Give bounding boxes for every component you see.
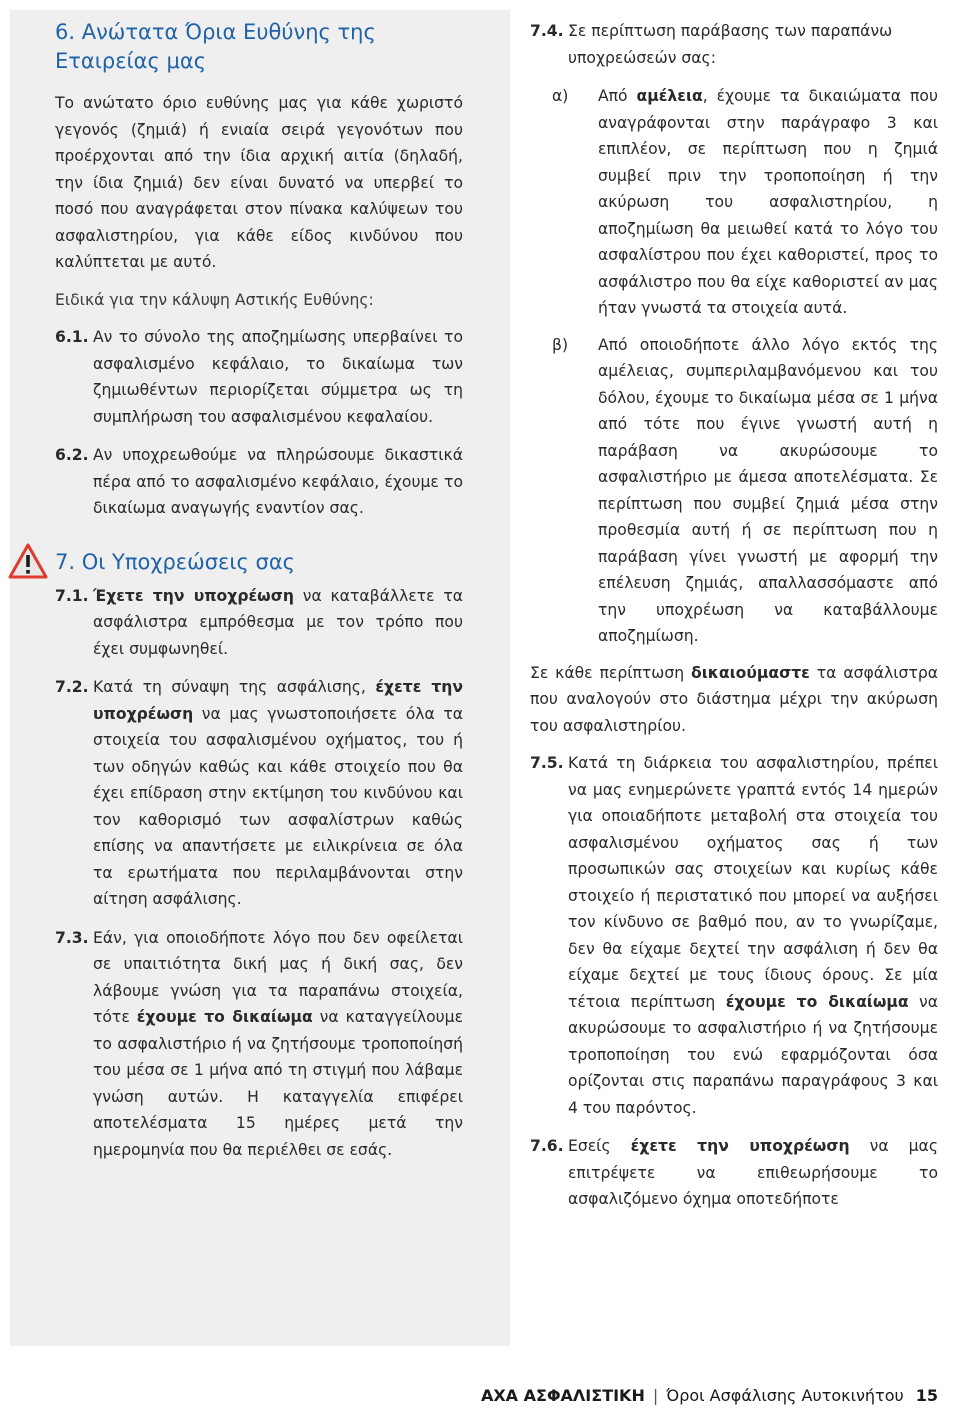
clause-7-5 — [530, 750, 938, 1121]
clause-number: 7.4. — [530, 22, 564, 40]
clause-text: Εάν, για οποιοδήποτε λόγο που δεν οφείλεται σε υπαιτιότητα δική μας ή δική σας, δεν λάβουμε γνώση για τα παραπάνω στοιχεία, τότε έχουμε το δικαίωμα να καταγγείλουμε το ασφαλιστήριο ή να ζητήσουμε τροποποίησή του μέσα σε 1 μήνα από τη στιγμή που λάβαμε γνώση αυτών. Η καταγγελία επιφέρει αποτελέσματα 15 ημέρες μετά την ημερομηνία που θα περιέλθει σε εσάς. — [93, 928, 464, 1159]
section-6-intro: Το ανώτατο όριο ευθύνης μας για κάθε χωριστό γεγονός (ζημιά) ή ενιαία σειρά γεγονότων που προέρχονται από την ίδια αρχική αιτία (δηλαδή, την ίδια ζημιά) δεν είναι δυνατό να υπερβεί το ποσό που αναγράφεται στον πίνακα καλύψεων του ασφαλιστηρίου, για κάθε είδος κινδύνου που καλύπτεται με αυτό. — [55, 94, 463, 271]
clause-emphasis: αμέλεια — [636, 87, 703, 105]
clause-number: 7.1. — [55, 586, 89, 605]
clause-7-6 — [530, 1133, 938, 1213]
clause-text: Κατά τη σύναψη της ασφάλισης, έχετε την υποχρέωση να μας γνωστοποιήσετε όλα τα στοιχεία του ασφαλισμένου οχήματος, του ή των οδηγών καθώς και κάθε στοιχείο που θα έχει επίδραση στην εκτίμηση του κινδύνου και τον καθορισμό των ασφαλίστρων καθώς επίσης να απαντήσετε με ειλικρίνεια σε όλα τα ερωτήματα που περιλαμβάνονται στην αίτηση ασφάλισης. — [93, 678, 464, 908]
clause-text: Εσείς έχετε την υποχρέωση να μας επιτρέψετε να επιθεωρήσουμε το ασφαλιζόμενο όχημα οποτεδήποτε — [568, 1137, 938, 1208]
subclause-text: Από αμέλεια, έχουμε τα δικαιώματα που αναγράφονται στην παράγραφο 3 και επιπλέον, σε περίπτωση που η ζημιά συμβεί πριν την τροποποίηση ή την ακύρωση του ασφαλιστηρίου, η αποζημίωση θα μειωθεί κατά το λόγο του ασφαλίστρου που έχει καθοριστεί, προς το ασφάλιστρο που θα είχε καθοριστεί αν μας ήταν γνωστά τα στοιχεία αυτά. — [598, 87, 938, 317]
clause-number: 6.1. — [55, 328, 89, 346]
clause-6-2 — [55, 442, 463, 522]
subclause-a — [530, 83, 938, 322]
warning-triangle-icon — [8, 543, 48, 579]
clause-text: Σε περίπτωση παράβασης των παραπάνω υποχρεώσεών σας: — [568, 22, 893, 67]
footer-separator: | — [652, 1386, 659, 1405]
right-column — [530, 18, 938, 1225]
clause-text: Κατά τη διάρκεια του ασφαλιστηρίου, πρέπει να μας ενημερώνετε γραπτά εντός 14 ημερών για οποιαδήποτε μεταβολή στα στοιχεία του ασφαλισμένου οχήματος σας ή των προσωπικών σας στοιχείων και κυρίως κάθε στοιχείο ή περιστατικό που μπορεί να αυξήσει τον κίνδυνο σε βαθμό που, αν το γνωρίζαμε, δεν θα είχαμε δεχτεί την ασφάλιση ή δεν θα είχαμε δεχτεί με τους ίδιους όρους. Σε μία τέτοια περίπτωση έχουμε το δικαίωμα να ακυρώσουμε το ασφαλιστήριο ή να ζητήσουμε τροποποίηση του ενώ εφαρμόζονται όσα ορίζονται στις παραπάνω παραγράφους 3 και 4 του παρόντος. — [568, 754, 939, 1117]
clause-number: 7.5. — [530, 754, 564, 772]
clause-emphasis: έχετε την υποχρέωση — [93, 678, 464, 723]
clause-number: 7.3. — [55, 928, 89, 947]
clause-number: 7.6. — [530, 1137, 564, 1155]
clause-text: Αν υποχρεωθούμε να πληρώσουμε δικαστικά πέρα από το ασφαλισμένο κεφάλαιο, έχουμε το δικαίωμα αναγωγής εναντίον σας. — [93, 446, 463, 517]
footer-brand: ΑΧΑ ΑΣΦΑΛΙΣΤΙΚΗ — [480, 1386, 645, 1405]
clause-emphasis: έχετε την υποχρέωση — [630, 1137, 850, 1155]
clause-6-1 — [55, 324, 463, 430]
page-footer — [481, 1385, 938, 1407]
clause-number: 6.2. — [55, 446, 89, 464]
clause-7-3 — [55, 925, 463, 1164]
clause-7-1 — [55, 583, 463, 663]
closing-paragraph: Σε κάθε περίπτωση δικαιούμαστε τα ασφάλιστρα που αναλογούν στο διάστημα μέχρι την ακύρωση του ασφαλιστηρίου. — [530, 663, 939, 735]
section-7-heading-text: 7. Οι Υποχρεώσεις σας — [55, 549, 295, 574]
subclause-label: α) — [552, 87, 569, 105]
section-7-heading — [55, 548, 463, 577]
subclause-text: Από οποιοδήποτε άλλο λόγο εκτός της αμέλειας, συμπεριλαμβανόμενου και του δόλου, έχουμε το δικαίωμα μέσα σε 1 μήνα από τότε που έγινε γνωστή αυτή η παράβαση να ακυρώσουμε το ασφαλιστήριο με άμεσα αποτελέσματα. Σε περίπτωση που συμβεί ζημιά μέσα στην προθεσμία αυτή ή σε περίπτωση που η παράβαση γίνει γνωστή με αφορμή την επέλευση ζημιάς, απαλλασσόμαστε από την υποχρέωση να καταβάλλουμε αποζημίωση. — [598, 335, 938, 645]
section-6-heading: 6. Ανώτατα Όρια Ευθύνης της Εταιρείας μας — [55, 20, 376, 73]
clause-emphasis: δικαιούμαστε — [691, 663, 810, 682]
clause-emphasis: έχουμε το δικαίωμα — [725, 992, 909, 1011]
clause-emphasis: έχουμε το δικαίωμα — [136, 1008, 313, 1026]
footer-document-title: Όροι Ασφάλισης Αυτοκινήτου — [666, 1386, 904, 1405]
subclause-label: β) — [552, 335, 569, 354]
page-number: 15 — [915, 1386, 938, 1405]
clause-emphasis: Έχετε την υποχρέωση — [93, 586, 294, 605]
clause-text: Αν το σύνολο της αποζημίωσης υπερβαίνει το ασφαλισμένο κεφάλαιο, το δικαίωμα των ζημιωθέντων περιορίζεται σύμμετρα ως τη συμπλήρωση του ασφαλισμένου κεφαλαίου. — [93, 328, 463, 426]
subclause-b — [530, 332, 938, 650]
clause-number: 7.2. — [55, 678, 89, 696]
section-6-note: Ειδικά για την κάλυψη Αστικής Ευθύνης: — [55, 290, 374, 309]
clause-7-4 — [530, 18, 938, 71]
left-column — [55, 18, 463, 1175]
clause-text: Έχετε την υποχρέωση να καταβάλλετε τα ασφάλιστρα εμπρόθεσμα με τον τρόπο που έχει συμφωνηθεί. — [93, 586, 463, 658]
clause-7-2 — [55, 674, 463, 913]
